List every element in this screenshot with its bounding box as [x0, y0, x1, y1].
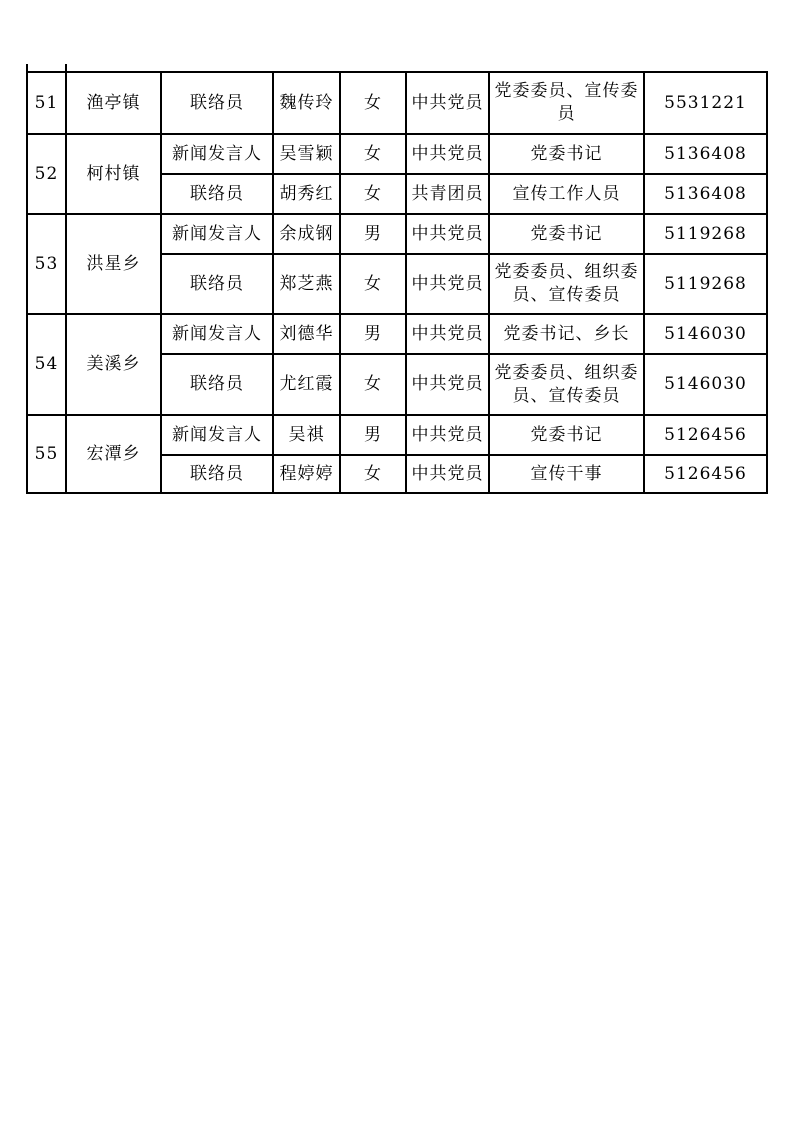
phone-cell: 5136408	[644, 174, 767, 214]
phone-cell: 5119268	[644, 254, 767, 314]
party-cell: 中共党员	[406, 214, 489, 254]
position-cell: 宣传干事	[489, 455, 644, 493]
name-cell: 刘德华	[273, 314, 340, 354]
position-cell: 党委书记	[489, 214, 644, 254]
party-cell: 中共党员	[406, 134, 489, 174]
party-cell: 中共党员	[406, 314, 489, 354]
phone-cell: 5146030	[644, 314, 767, 354]
spokesperson-roster-table	[26, 71, 768, 494]
gender-cell: 男	[340, 415, 406, 455]
position-cell: 党委委员、组织委员、宣传委员	[489, 354, 644, 415]
table-row	[27, 314, 767, 354]
gender-cell: 女	[340, 174, 406, 214]
position-cell: 党委委员、宣传委员	[489, 72, 644, 134]
phone-cell: 5126456	[644, 455, 767, 493]
phone-cell: 5119268	[644, 214, 767, 254]
row-number-cell: 54	[27, 314, 66, 415]
role-cell: 新闻发言人	[161, 214, 273, 254]
phone-cell: 5126456	[644, 415, 767, 455]
role-cell: 联络员	[161, 254, 273, 314]
town-cell: 渔亭镇	[66, 72, 161, 134]
party-cell: 共青团员	[406, 174, 489, 214]
phone-cell: 5136408	[644, 134, 767, 174]
table-row	[27, 214, 767, 254]
position-cell: 党委书记	[489, 415, 644, 455]
name-cell: 程婷婷	[273, 455, 340, 493]
role-cell: 联络员	[161, 72, 273, 134]
name-cell: 魏传玲	[273, 72, 340, 134]
role-cell: 新闻发言人	[161, 134, 273, 174]
table-row	[27, 415, 767, 455]
name-cell: 郑芝燕	[273, 254, 340, 314]
row-number-cell: 55	[27, 415, 66, 493]
town-cell: 宏潭乡	[66, 415, 161, 493]
gender-cell: 女	[340, 72, 406, 134]
name-cell: 吴雪颖	[273, 134, 340, 174]
row-number-cell: 53	[27, 214, 66, 314]
role-cell: 联络员	[161, 455, 273, 493]
row-number-cell: 51	[27, 72, 66, 134]
role-cell: 联络员	[161, 174, 273, 214]
position-cell: 党委委员、组织委员、宣传委员	[489, 254, 644, 314]
role-cell: 新闻发言人	[161, 415, 273, 455]
party-cell: 中共党员	[406, 254, 489, 314]
row-number-cell: 52	[27, 134, 66, 214]
position-cell: 党委书记	[489, 134, 644, 174]
gender-cell: 女	[340, 455, 406, 493]
gender-cell: 女	[340, 134, 406, 174]
table-row	[27, 134, 767, 174]
gender-cell: 男	[340, 314, 406, 354]
town-cell: 洪星乡	[66, 214, 161, 314]
name-cell: 尤红霞	[273, 354, 340, 415]
role-cell: 联络员	[161, 354, 273, 415]
table-row	[27, 72, 767, 134]
gender-cell: 女	[340, 354, 406, 415]
gender-cell: 女	[340, 254, 406, 314]
phone-cell: 5146030	[644, 354, 767, 415]
phone-cell: 5531221	[644, 72, 767, 134]
party-cell: 中共党员	[406, 415, 489, 455]
party-cell: 中共党员	[406, 455, 489, 493]
role-cell: 新闻发言人	[161, 314, 273, 354]
position-cell: 党委书记、乡长	[489, 314, 644, 354]
town-cell: 美溪乡	[66, 314, 161, 415]
gender-cell: 男	[340, 214, 406, 254]
name-cell: 吴祺	[273, 415, 340, 455]
position-cell: 宣传工作人员	[489, 174, 644, 214]
party-cell: 中共党员	[406, 354, 489, 415]
party-cell: 中共党员	[406, 72, 489, 134]
name-cell: 余成钢	[273, 214, 340, 254]
town-cell: 柯村镇	[66, 134, 161, 214]
name-cell: 胡秀红	[273, 174, 340, 214]
